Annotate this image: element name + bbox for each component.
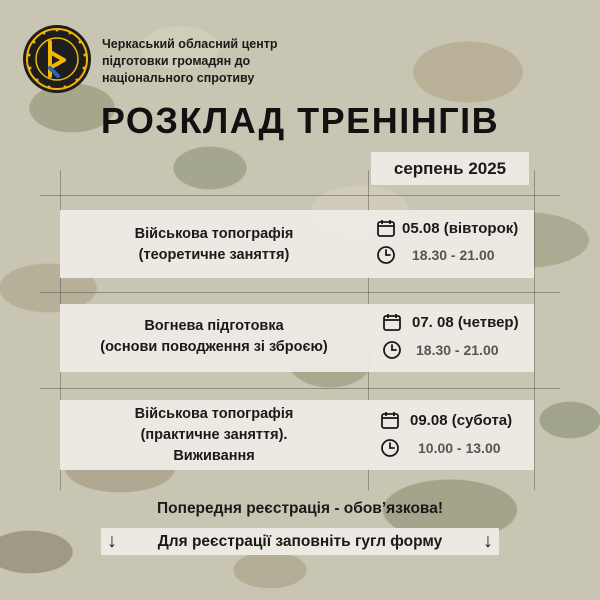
session-date-row [382,312,519,332]
session-name-line: (практичне заняття). [140,427,288,443]
session-card [60,304,534,372]
session-date-row [376,218,518,238]
clock-icon [382,340,402,360]
registration-note: Попередня реєстрація - обов’язкова! [156,500,444,517]
registration-form-text: Для реєстрації заповніть гугл форму [157,532,443,550]
session-date: 09.08 (субота) [410,411,513,429]
session-date: 05.08 (вівторок) [402,219,519,237]
session-name-line: (основи поводження зі зброєю) [100,339,328,355]
session-time: 10.00 - 13.00 [418,440,501,456]
session-name-line: Виживання [173,448,255,464]
session-card [60,400,534,470]
session-time-row [376,245,495,265]
arrow-down-icon: ↓ [107,530,117,552]
session-name-line: (теоретичне заняття) [138,247,290,263]
grid-line [40,195,560,196]
calendar-icon [376,218,396,238]
month-badge: серпень 2025 [371,152,529,185]
grid-line [40,292,560,293]
session-name [60,316,368,358]
registration-form-banner [101,528,499,555]
calendar-icon [380,410,400,430]
session-date: 07. 08 (четвер) [412,313,519,331]
arrow-down-icon: ↓ [482,530,493,552]
session-name [60,404,368,467]
session-time: 18.30 - 21.00 [416,342,499,358]
grid-line [40,388,560,389]
grid-line [534,170,535,490]
clock-icon [380,438,400,458]
session-name-line: Військова топографія [134,406,294,422]
calendar-icon [382,312,402,332]
org-line: Черкаський обласний центр [102,37,278,51]
session-time-row [382,340,499,360]
page-title: РОЗКЛАД ТРЕНІНГІВ [100,100,500,141]
session-name-line: Військова топографія [134,226,294,242]
organization-name [102,36,322,87]
resistance-emblem-icon [22,24,92,94]
org-line: національного спротиву [102,71,255,85]
session-time: 18.30 - 21.00 [412,247,495,263]
session-name-line: Вогнева підготовка [144,318,284,334]
org-line: підготовки громадян до [102,54,251,68]
session-time-row [380,438,501,458]
session-date-row [380,410,512,430]
session-name [60,224,368,266]
session-card [60,210,534,278]
clock-icon [376,245,396,265]
